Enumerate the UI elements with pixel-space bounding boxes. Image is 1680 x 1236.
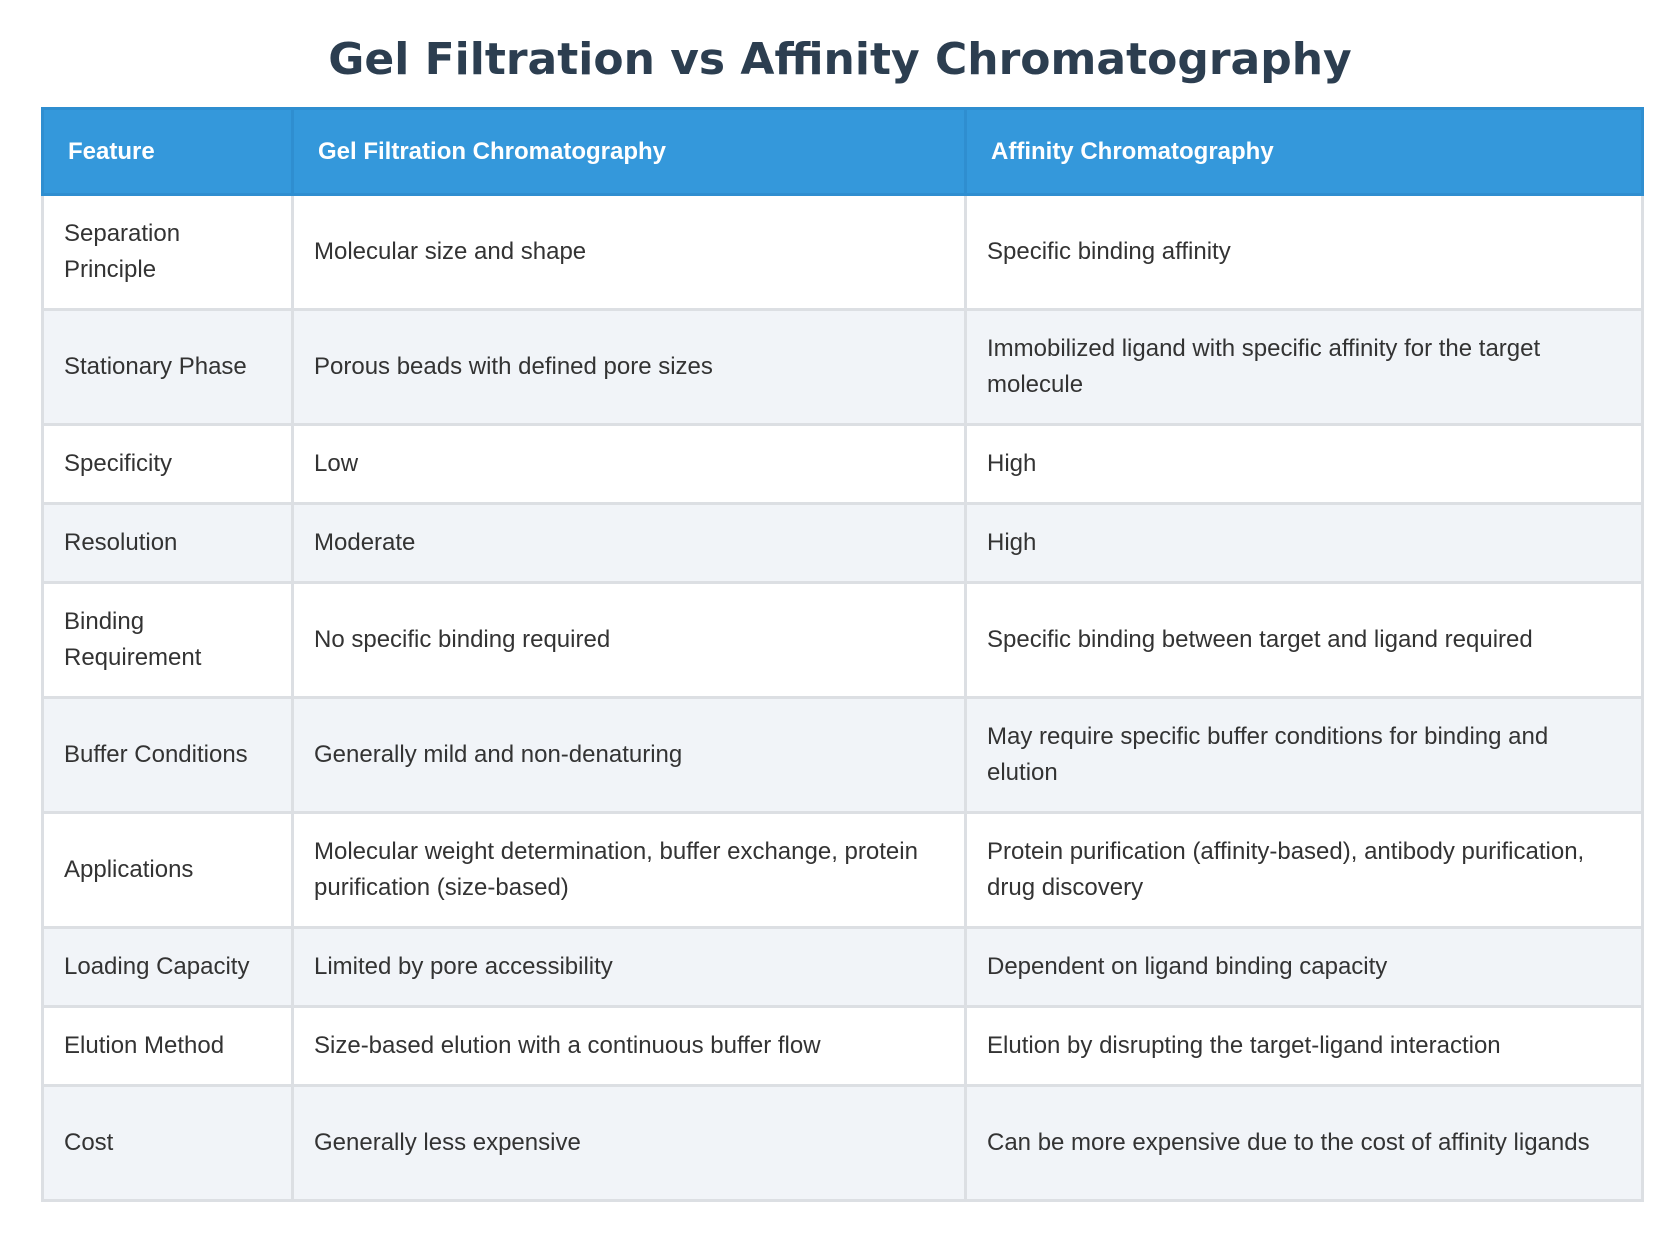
feature-cell: Separation Principle (43, 195, 293, 310)
table-row (43, 698, 1643, 813)
affinity-cell: Specific binding between target and ligand required (966, 583, 1643, 698)
header-feature: Feature (43, 109, 293, 195)
gel-filtration-cell: Molecular weight determination, buffer exchange, protein purification (size-based) (293, 813, 966, 928)
gel-filtration-cell: Porous beads with defined pore sizes (293, 310, 966, 425)
feature-cell: Cost (43, 1086, 293, 1201)
comparison-table-container (41, 107, 1641, 1202)
header-affinity: Affinity Chromatography (966, 109, 1643, 195)
feature-cell: Buffer Conditions (43, 698, 293, 813)
table-row (43, 310, 1643, 425)
header-row (43, 109, 1643, 195)
feature-cell: Specificity (43, 425, 293, 504)
affinity-cell: Specific binding affinity (966, 195, 1643, 310)
feature-cell: Binding Requirement (43, 583, 293, 698)
table-header (43, 109, 1643, 195)
feature-cell: Applications (43, 813, 293, 928)
gel-filtration-cell: Generally less expensive (293, 1086, 966, 1201)
gel-filtration-cell: Size-based elution with a continuous buffer flow (293, 1007, 966, 1086)
feature-cell: Elution Method (43, 1007, 293, 1086)
comparison-table (41, 107, 1644, 1202)
table-row (43, 583, 1643, 698)
affinity-cell: High (966, 504, 1643, 583)
header-gel-filtration: Gel Filtration Chromatography (293, 109, 966, 195)
table-row (43, 813, 1643, 928)
table-body (43, 195, 1643, 1201)
gel-filtration-cell: Moderate (293, 504, 966, 583)
affinity-cell: Can be more expensive due to the cost of affinity ligands (966, 1086, 1643, 1201)
affinity-cell: Protein purification (affinity-based), antibody purification, drug discovery (966, 813, 1643, 928)
affinity-cell: Dependent on ligand binding capacity (966, 928, 1643, 1007)
gel-filtration-cell: No specific binding required (293, 583, 966, 698)
gel-filtration-cell: Molecular size and shape (293, 195, 966, 310)
feature-cell: Resolution (43, 504, 293, 583)
gel-filtration-cell: Generally mild and non-denaturing (293, 698, 966, 813)
affinity-cell: High (966, 425, 1643, 504)
affinity-cell: Immobilized ligand with specific affinity for the target molecule (966, 310, 1643, 425)
table-row (43, 195, 1643, 310)
feature-cell: Loading Capacity (43, 928, 293, 1007)
table-row (43, 928, 1643, 1007)
table-row (43, 425, 1643, 504)
table-row (43, 1086, 1643, 1201)
gel-filtration-cell: Limited by pore accessibility (293, 928, 966, 1007)
affinity-cell: Elution by disrupting the target-ligand interaction (966, 1007, 1643, 1086)
page-title: Gel Filtration vs Affinity Chromatography (328, 34, 1352, 85)
feature-cell: Stationary Phase (43, 310, 293, 425)
table-row (43, 1007, 1643, 1086)
affinity-cell: May require specific buffer conditions for binding and elution (966, 698, 1643, 813)
table-row (43, 504, 1643, 583)
gel-filtration-cell: Low (293, 425, 966, 504)
